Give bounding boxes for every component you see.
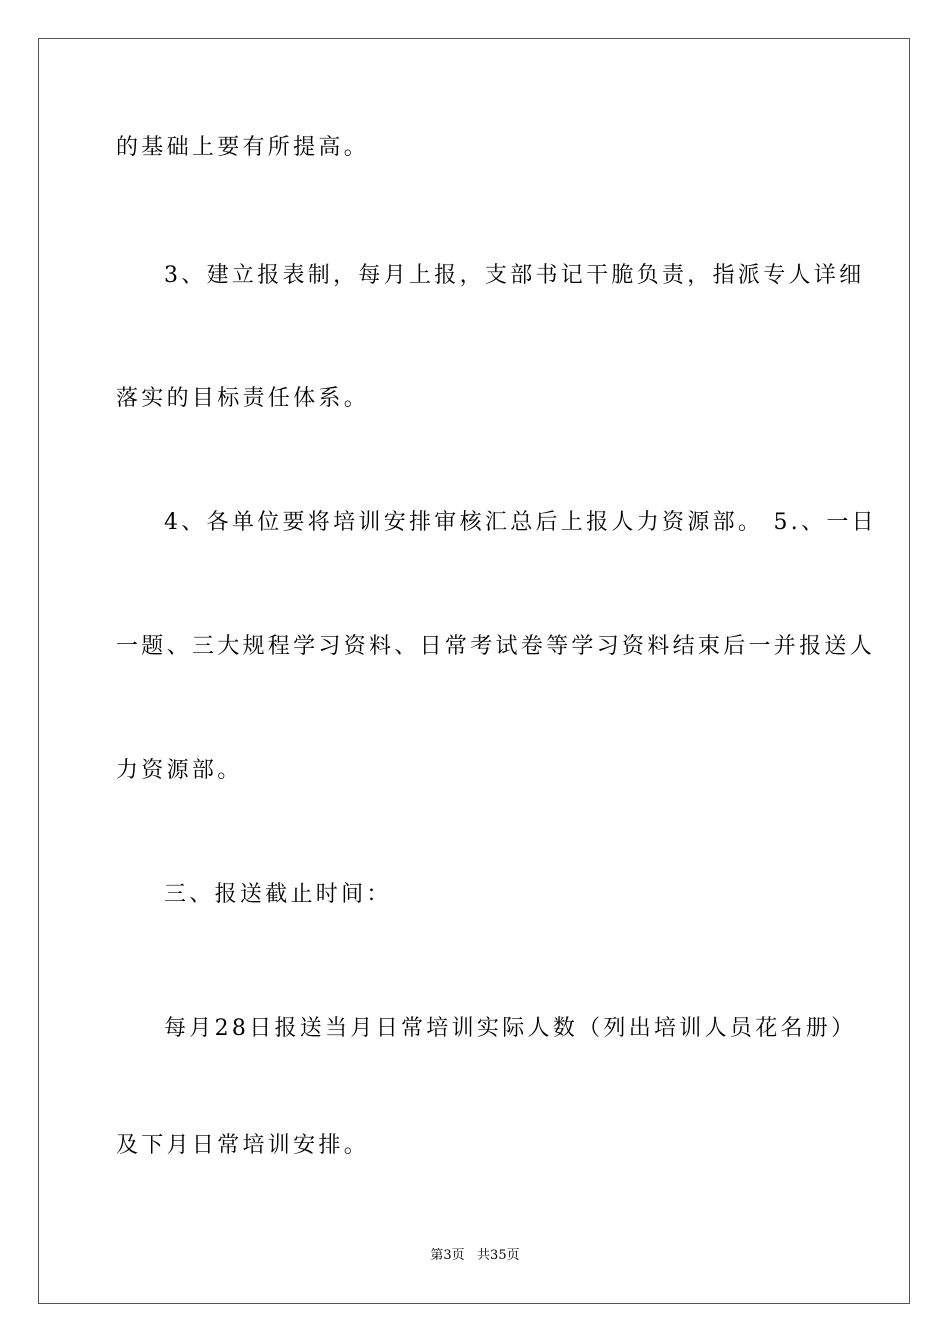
text-line: 每月28日报送当月日常培训实际人数（列出培训人员花名册） bbox=[164, 1016, 857, 1041]
text-line: 落实的目标责任体系。 bbox=[116, 386, 370, 411]
text-line: 3、建立报表制，每月上报，支部书记干脆负责，指派专人详细 bbox=[164, 263, 865, 288]
text-line: 一题、三大规程学习资料、日常考试卷等学习资料结束后一并报送人 bbox=[116, 634, 876, 659]
text-line: 的基础上要有所提高。 bbox=[116, 135, 370, 160]
text-line: 力资源部。 bbox=[116, 758, 243, 783]
text-line: 及下月日常培训安排。 bbox=[116, 1133, 370, 1158]
page-number: 第3页 共35页 bbox=[430, 1248, 520, 1263]
text-line: 4、各单位要将培训安排审核汇总后上报人力资源部。 5.、一日 bbox=[164, 510, 877, 535]
section-heading: 三、报送截止时间： bbox=[164, 882, 392, 907]
page-frame bbox=[38, 38, 910, 1304]
